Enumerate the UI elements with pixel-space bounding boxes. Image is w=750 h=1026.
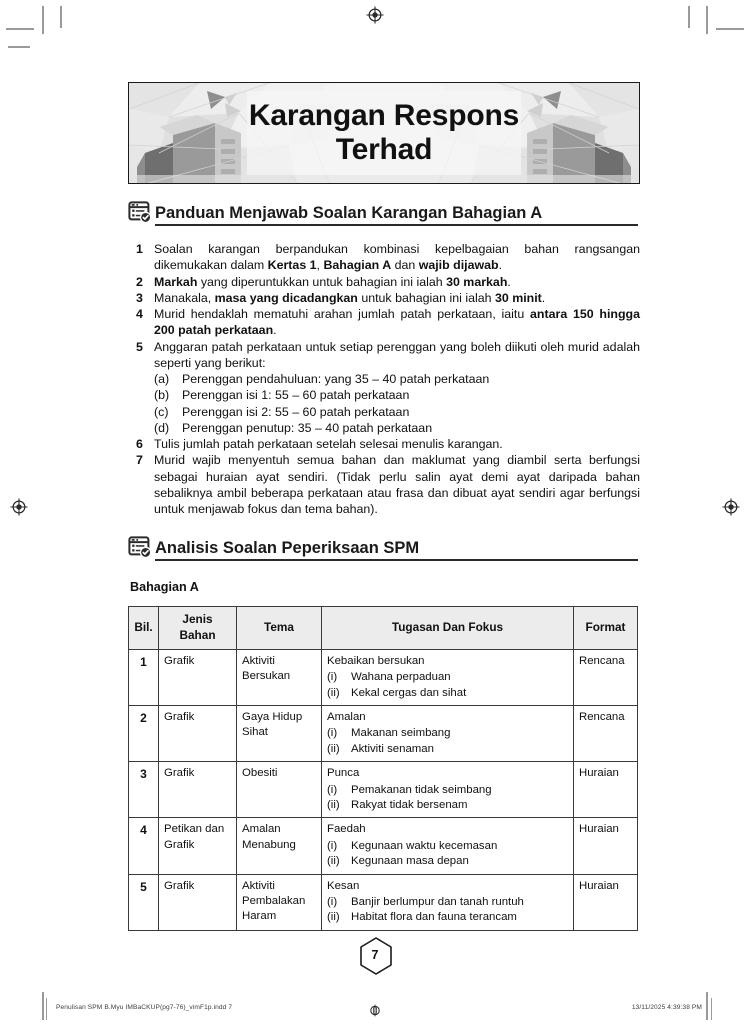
cell-tugasan-dan-fokus [322,874,574,930]
tugasan-focus-item [327,783,568,798]
cell-bil: 4 [129,818,159,874]
tugasan-focus-text: Banjir berlumpur dan tanah runtuh [351,895,524,908]
chapter-title-banner [128,82,640,184]
cell-jenis-bahan: Grafik [159,762,237,818]
tugasan-title: Kesan [327,879,360,892]
panduan-item-number: 7 [136,453,143,468]
cell-jenis-bahan: Grafik [159,874,237,930]
cell-tema: Amalan Menabung [237,818,322,874]
table-row [129,649,638,705]
cell-format: Huraian [574,762,638,818]
panduan-sublist-text: Perenggan pendahuluan: yang 35 – 40 patah perkataan [182,372,490,386]
tugasan-focus-text: Makanan seimbang [351,727,451,740]
footer-rule-right [711,998,712,1020]
tugasan-focus-marker: (i) [327,895,338,908]
section-underline [155,224,638,226]
panduan-item-number: 1 [136,242,143,256]
panduan-item-text: Murid wajib menyentuh semua bahan dan maklumat yang diambil serta berfungsi sebagai huraian ayat sendiri. (Tidak perlu salin ayat demi ayat daripada bahan sebaliknya ambil beberapa perkataan atau frasa dan dibuat ayat sendiri agar berfungsi untuk menjawab fokus dan tema bahan). [154,453,640,516]
crop-mark-top-right-vertical-inner [688,6,690,28]
tugasan-focus-item [327,895,568,910]
cell-bil: 2 [129,706,159,762]
panduan-item-text: Markah yang diperuntukkan untuk bahagian ini ialah 30 markah. [154,274,511,289]
page-number-text: 7 [371,948,379,962]
cell-format: Rencana [574,649,638,705]
tugasan-focus-item [327,742,568,757]
panduan-list-item [128,339,640,437]
tugasan-focus-item [327,910,568,925]
panduan-sublist-item [154,371,640,387]
tugasan-focus-marker: (i) [327,727,338,740]
section-heading-analisis [128,535,638,561]
panduan-sublist-label: (d) [154,420,170,435]
tugasan-focus-text: Rakyat tidak bersenam [351,798,468,811]
tugasan-focus-marker: (i) [327,783,338,796]
cell-tugasan-dan-fokus [322,762,574,818]
tugasan-focus-text: Kekal cergas dan sihat [351,686,467,699]
crop-mark-top-right-vertical [706,6,708,34]
cell-format: Huraian [574,818,638,874]
panduan-list-item [128,306,640,339]
panduan-item-number: 3 [136,290,143,305]
banner-title-line1: Karangan Respons [248,99,520,132]
tugasan-focus-item [327,686,568,701]
tugasan-focus-item [327,726,568,741]
panduan-item-number: 2 [136,274,143,289]
section-heading-panduan [128,200,638,226]
footer-rule-left [46,998,47,1020]
table-row [129,874,638,930]
page-number-badge [356,936,394,974]
crop-mark-bottom-left-vertical [42,992,44,1020]
tugasan-focus-item [327,839,568,854]
tugasan-focus-text: Wahana perpaduan [351,671,451,684]
cell-jenis-bahan: Petikan dan Grafik [159,818,237,874]
panduan-sublist-label: (c) [154,404,169,419]
tugasan-focus-marker: (ii) [327,911,340,924]
section-title-text: Analisis Soalan Peperiksaan SPM [155,538,420,557]
footer-file-slug: Penulisan SPM B.Myu IMBaCKUP(pg7-76)_vimF1p.indd 7 [56,1004,233,1011]
table-header-row [129,607,638,650]
panduan-list-item [128,274,640,290]
column-header-format: Format [574,607,638,650]
panduan-item-text: Tulis jumlah patah perkataan setelah selesai menulis karangan. [154,437,503,451]
tugasan-focus-marker: (i) [327,671,338,684]
section-title-text: Panduan Menjawab Soalan Karangan Bahagian A [155,203,543,222]
panduan-item-text: Manakala, masa yang dicadangkan untuk bahagian ini ialah 30 minit. [154,290,546,305]
tugasan-focus-text: Kegunaan waktu kecemasan [351,839,498,852]
panduan-list-item [128,241,640,274]
tugasan-focus-text: Aktiviti senaman [351,742,434,755]
analysis-table-wrapper [128,606,638,931]
tugasan-focus-marker: (ii) [327,798,340,811]
panduan-list-item [128,452,640,517]
panduan-sublist-text: Perenggan isi 2: 55 – 60 patah perkataan [182,404,410,419]
panduan-list-item [128,290,640,306]
analysis-table-body [129,649,638,930]
cell-bil: 5 [129,874,159,930]
panduan-item-number: 4 [136,307,143,321]
footer-timestamp: 13/11/2025 4:39:38 PM [631,1004,702,1011]
panduan-sublist-item [154,420,640,436]
crop-mark-top-left-vertical [42,6,44,34]
table-row [129,818,638,874]
panduan-item-text: Soalan karangan berpandukan kombinasi kepelbagaian bahan rangsangan dikemukakan dalam Kertas 1, Bahagian A dan wajib dijawab. [154,242,640,273]
registration-mark-left [10,498,28,516]
banner-title [129,99,639,166]
panduan-sublist-label: (b) [154,388,170,403]
tugasan-focus-marker: (ii) [327,742,340,755]
crop-mark-top-right-horizontal [716,28,744,30]
document-check-icon [128,200,152,224]
crop-mark-top-left-horizontal-inner [8,46,30,48]
cell-jenis-bahan: Grafik [159,706,237,762]
tugasan-focus-marker: (ii) [327,686,340,699]
column-header-tema: Tema [237,607,322,650]
tugasan-focus-item [327,798,568,813]
tugasan-focus-text: Kegunaan masa depan [351,855,469,868]
cell-tema: Obesiti [237,762,322,818]
registration-mark-top [366,6,384,24]
panduan-sublist-text: Perenggan penutup: 35 – 40 patah perkataan [182,420,433,435]
section-underline [155,559,638,561]
crop-mark-bottom-right-vertical [706,992,708,1020]
tugasan-focus-marker: (ii) [327,855,340,868]
cell-tugasan-dan-fokus [322,649,574,705]
tugasan-focus-text: Pemakanan tidak seimbang [351,783,492,796]
registration-mark-right [722,498,740,516]
registration-mark-footer [369,1004,382,1017]
panduan-item-number: 6 [136,437,143,451]
column-header-tugasan-dan-fokus: Tugasan Dan Fokus [322,607,574,650]
document-check-icon [128,535,152,559]
tugasan-focus-marker: (i) [327,839,338,852]
cell-tema: Aktiviti Bersukan [237,649,322,705]
column-header-bil: Bil. [129,607,159,650]
tugasan-title: Faedah [327,823,366,836]
tugasan-title: Amalan [327,711,366,724]
panduan-sublist-item [154,404,640,420]
panduan-item-text: Murid hendaklah mematuhi arahan jumlah patah perkataan, iaitu antara 150 hingga 200 patah perkataan. [154,307,641,338]
panduan-list-item [128,436,640,452]
crop-mark-top-left-vertical-inner [60,6,62,28]
cell-jenis-bahan: Grafik [159,649,237,705]
panduan-item-text: Anggaran patah perkataan untuk setiap perenggan yang boleh diikuti oleh murid adalah seperti yang berikut: (a) Perenggan pendahuluan: yang 35 – 40 patah perkataan (b) Perenggan isi 1: 55 – 60 patah perkataan (c) Perenggan isi 2: 55 – 60 patah perkataan (d) Perenggan penutup: 35 – 40 patah perkataan [154,339,640,435]
cell-tema: Gaya Hidup Sihat [237,706,322,762]
analysis-subheading: Bahagian A [130,580,199,594]
cell-tugasan-dan-fokus [322,818,574,874]
table-row [129,706,638,762]
cell-format: Huraian [574,874,638,930]
crop-mark-top-left-horizontal [6,28,34,30]
table-row [129,762,638,818]
tugasan-focus-item [327,854,568,869]
panduan-sublist-item [154,387,640,403]
cell-format: Rencana [574,706,638,762]
panduan-sublist-label: (a) [154,372,170,386]
panduan-sublist [154,371,640,436]
tugasan-focus-text: Habitat flora dan fauna terancam [351,911,517,924]
cell-tugasan-dan-fokus [322,706,574,762]
panduan-list [128,241,640,517]
cell-bil: 3 [129,762,159,818]
panduan-sublist-text: Perenggan isi 1: 55 – 60 patah perkataan [182,388,410,403]
column-header-jenis-bahan: Jenis Bahan [159,607,237,650]
tugasan-title: Kebaikan bersukan [327,654,425,667]
cell-bil: 1 [129,649,159,705]
tugasan-focus-item [327,670,568,685]
cell-tema: Aktiviti Pembalakan Haram [237,874,322,930]
banner-title-line2: Terhad [335,132,433,166]
panduan-item-number: 5 [136,339,143,354]
analysis-table [128,606,638,931]
tugasan-title: Punca [327,767,360,780]
